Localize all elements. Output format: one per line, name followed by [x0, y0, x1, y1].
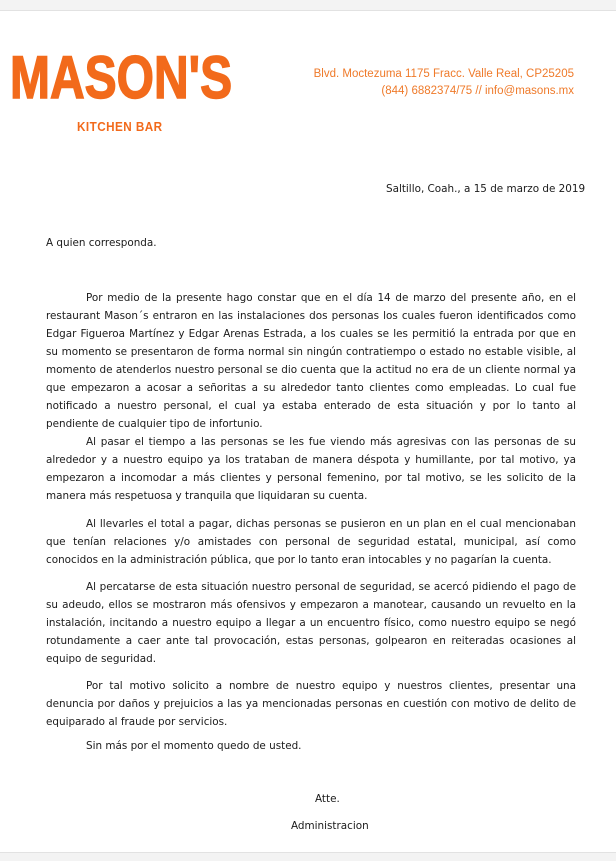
body-paragraph-1: Por medio de la presente hago constar que en el día 14 de marzo del presente año, en el restaurant Mason´s entraron en las instalaciones dos personas los cuales fueron identificados como Edgar Figueroa Martínez y Edgar Arenas Estrada, a los cuales se les permitió la entrada por que en su momento se presentaron de forma normal sin ningún contratiempo o estado no estable visible, al momento de atenderlos nuestro personal se dio cuenta que la actitud no era de un cliente normal ya que empezaron a acosar a señoritas a su alrededor tanto clientes como empleadas. Lo cual fue notificado a nuestro personal, el cual ya estaba enterado de esta situación y por lo tanto al pendiente de cualquier tipo de infortunio.: [46, 292, 576, 430]
page-top-edge: [0, 0, 616, 11]
body-paragraph-5: Por tal motivo solicito a nombre de nuestro equipo y nuestros clientes, presentar una denuncia por daños y prejuicios a las ya mencionadas personas en cuestión con motivo de delito de equiparado al fraude por servicios.: [46, 680, 576, 728]
body-paragraph-3: Al llevarles el total a pagar, dichas personas se pusieron en un plan en el cual mencionaban que tenían relaciones y/o amistades con personal de seguridad estatal, municipal, así como conocidos en la administración pública, que por lo tanto eran intocables y no pagarían la cuenta.: [46, 518, 576, 566]
letterhead-phone-email: (844) 6882374/75 // info@masons.mx: [381, 85, 574, 97]
letterhead-address: Blvd. Moctezuma 1175 Fracc. Valle Real, CP25205: [313, 68, 574, 80]
sign-off: Atte.: [315, 793, 340, 805]
logo-wordmark: MASON'S: [10, 44, 233, 111]
letterhead-contact: [290, 66, 574, 100]
masons-logo: [10, 44, 233, 134]
salutation: A quien corresponda.: [46, 237, 157, 249]
signature-name: Administracion: [291, 820, 369, 832]
body-paragraph-2: Al pasar el tiempo a las personas se les fue viendo más agresivas con las personas de su alrededor y a nuestro equipo ya los trataban de manera déspota y humillante, por tal motivo, ya empezaron a incomodar a más clientes y personal femenino, por tal motivo, se les solicito de la manera más respetuosa y tranquila que liquidaran su cuenta.: [46, 436, 576, 502]
closing-line: Sin más por el momento quedo de usted.: [86, 740, 302, 752]
date-line: Saltillo, Coah., a 15 de marzo de 2019: [386, 183, 586, 195]
body-paragraph-4: Al percatarse de esta situación nuestro personal de seguridad, se acercó pidiendo el pago de su adeudo, ellos se mostraron más ofensivos y empezaron a manotear, causando un revuelto en la instalación, incitando a nuestro equipo a llegar a un encuentro físico, como nuestro equipo se negó rotundamente a caer ante tal provocación, estas personas, golpearon en reiteradas ocasiones al equipo de seguridad.: [46, 581, 576, 665]
logo-subtitle: KITCHEN BAR: [77, 119, 163, 134]
